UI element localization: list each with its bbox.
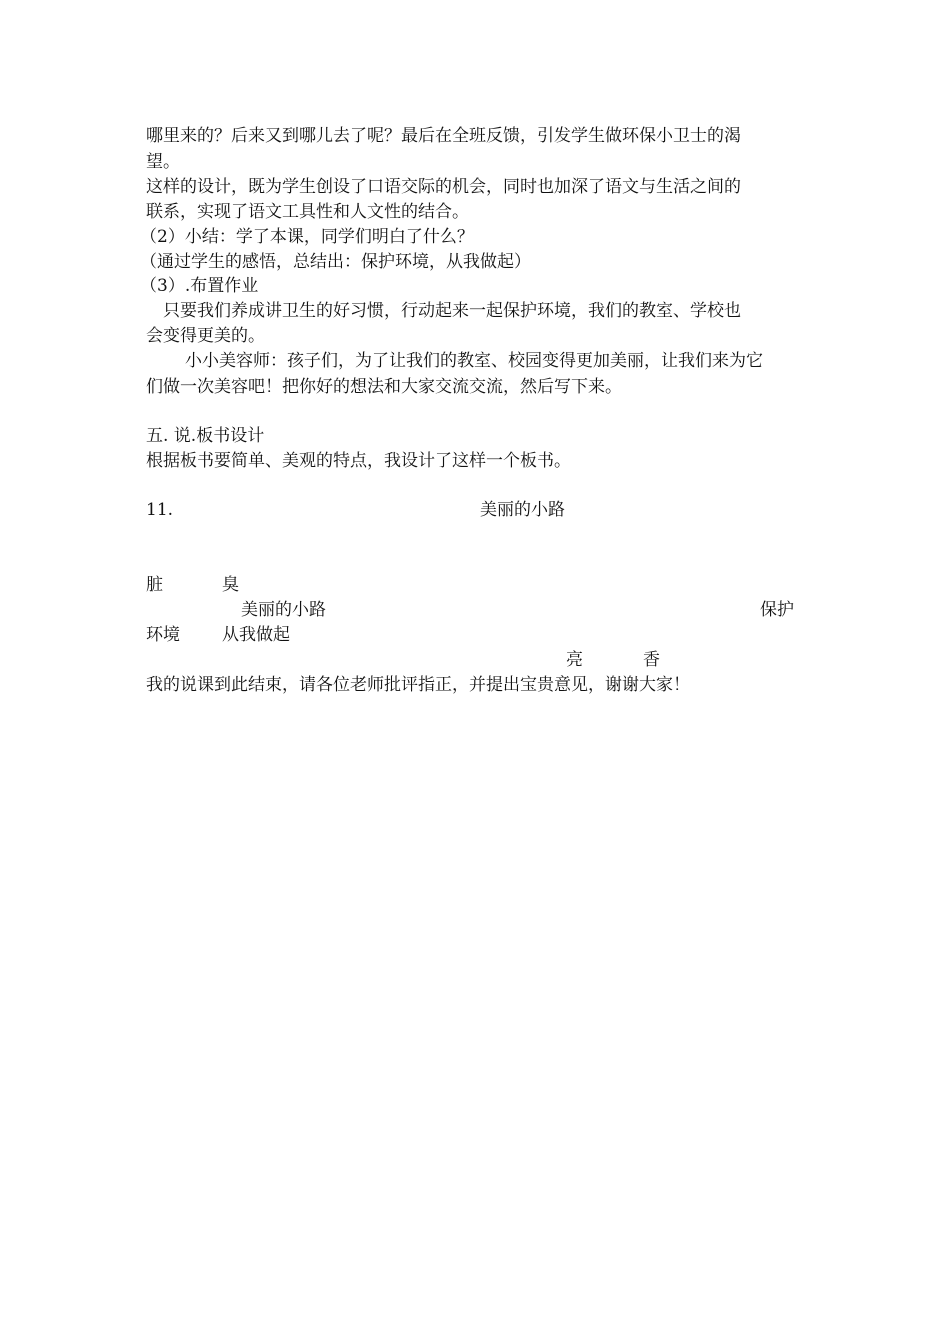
section-heading: 五. 说.板书设计	[146, 426, 265, 446]
summary-answer-line: （通过学生的感悟，总结出：保护环境，从我做起）	[140, 252, 531, 272]
board-word-environment: 环境	[146, 625, 180, 645]
board-word-protect: 保护	[760, 600, 794, 620]
summary-line: （2）小结：学了本课，同学们明白了什么？	[140, 227, 474, 247]
paragraph-line: 只要我们养成讲卫生的好习惯，行动起来一起保护环境，我们的教室、学校也	[163, 301, 741, 321]
board-word-from-me: 从我做起	[222, 625, 290, 645]
board-title: 美丽的小路	[480, 500, 565, 520]
board-word-smelly: 臭	[222, 575, 239, 595]
board-number: 11.	[146, 500, 174, 520]
board-word-bright: 亮	[566, 650, 583, 670]
paragraph-line: 这样的设计，既为学生创设了口语交际的机会，同时也加深了语文与生活之间的	[146, 177, 741, 197]
paragraph-line: 会变得更美的。	[146, 326, 265, 346]
homework-heading: （3）.布置作业	[140, 276, 259, 296]
paragraph-line: 哪里来的？后来又到哪儿去了呢？最后在全班反馈，引发学生做环保小卫士的渴	[146, 126, 741, 146]
closing-line: 我的说课到此结束，请各位老师批评指正，并提出宝贵意见，谢谢大家！	[146, 675, 690, 695]
paragraph-line: 望。	[146, 152, 180, 172]
board-word-fragrant: 香	[643, 650, 660, 670]
paragraph-line: 联系，实现了语文工具性和人文性的结合。	[146, 202, 469, 222]
section-intro: 根据板书要简单、美观的特点，我设计了这样一个板书。	[146, 451, 571, 471]
board-center-title: 美丽的小路	[241, 600, 326, 620]
paragraph-line: 小小美容师：孩子们，为了让我们的教室、校园变得更加美丽，让我们来为它	[185, 351, 763, 371]
paragraph-line: 们做一次美容吧！把你好的想法和大家交流交流，然后写下来。	[146, 377, 622, 397]
board-word-dirty: 脏	[146, 575, 163, 595]
